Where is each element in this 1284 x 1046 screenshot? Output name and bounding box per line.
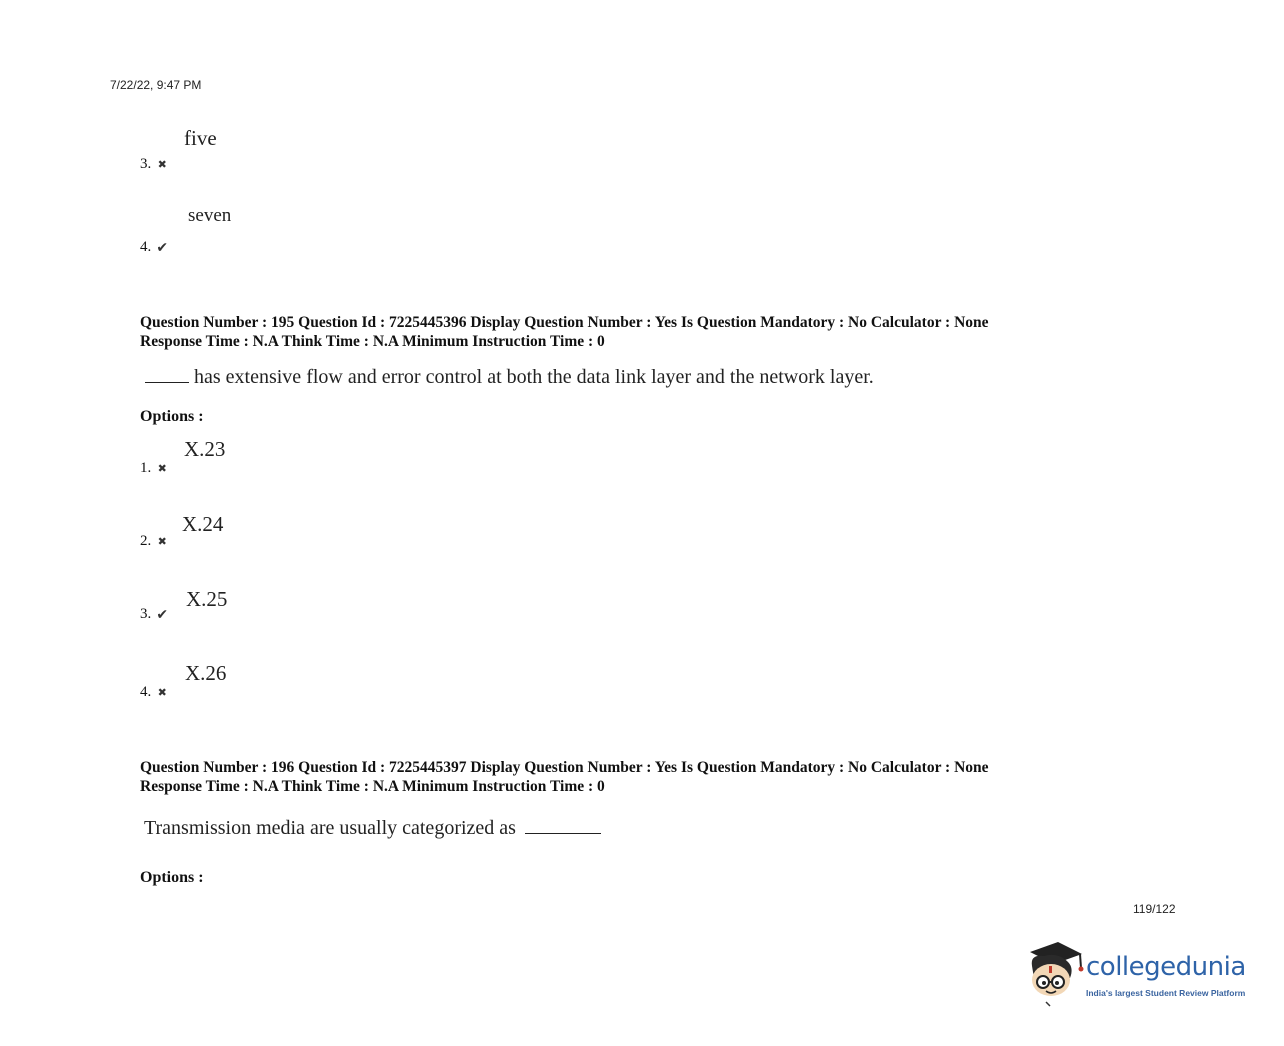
collegedunia-tagline: India's largest Student Review Platform — [1086, 988, 1246, 998]
answer-blank — [525, 832, 601, 834]
cross-icon: ✖ — [157, 157, 167, 171]
option-number-195-3 — [140, 606, 169, 623]
question-meta-line1: Question Number : 196 Question Id : 7225445397 Display Question Number : Yes Is Question Mandatory : No Calculator : None — [140, 759, 989, 776]
option-number-195-1 — [140, 460, 169, 477]
option-text-195-1: X.23 — [184, 437, 226, 461]
option-text-195-3: X.25 — [186, 587, 228, 611]
option-number-prev-4 — [140, 239, 169, 256]
question-stem-195 — [145, 366, 874, 389]
option-number-label: 3. — [140, 606, 152, 622]
option-text-prev-3: five — [184, 126, 217, 150]
question-stem-196 — [144, 817, 601, 840]
cross-icon: ✖ — [157, 685, 167, 699]
question-stem-text: has extensive flow and error control at both the data link layer and the network layer. — [194, 366, 874, 388]
page-number: 119/122 — [1133, 902, 1176, 916]
question-meta-line1: Question Number : 195 Question Id : 7225445396 Display Question Number : Yes Is Question Mandatory : No Calculator : None — [140, 314, 989, 331]
cross-icon: ✖ — [157, 534, 167, 548]
collegedunia-wordmark: collegedunia — [1086, 952, 1246, 982]
answer-blank — [145, 381, 189, 383]
option-number-195-4 — [140, 684, 169, 701]
option-text-prev-4: seven — [188, 205, 232, 226]
option-number-label: 2. — [140, 533, 152, 549]
option-text-195-4: X.26 — [185, 661, 227, 685]
option-text-195-2: X.24 — [182, 512, 224, 536]
collegedunia-mascot-logo — [1024, 938, 1086, 1008]
question-meta-195 — [140, 313, 989, 351]
checkmark-icon: ✔ — [156, 606, 169, 623]
checkmark-icon: ✔ — [156, 239, 169, 256]
question-meta-196 — [140, 758, 989, 796]
print-timestamp: 7/22/22, 9:47 PM — [110, 78, 202, 92]
option-number-label: 4. — [140, 239, 152, 255]
question-stem-text: Transmission media are usually categorized as — [144, 817, 516, 839]
option-number-label: 1. — [140, 460, 152, 476]
question-meta-line2: Response Time : N.A Think Time : N.A Minimum Instruction Time : 0 — [140, 333, 605, 350]
option-number-195-2 — [140, 533, 169, 550]
options-label-196: Options : — [140, 869, 204, 886]
option-number-label: 3. — [140, 156, 152, 172]
option-number-label: 4. — [140, 684, 152, 700]
option-number-prev-3 — [140, 156, 169, 173]
question-meta-line2: Response Time : N.A Think Time : N.A Minimum Instruction Time : 0 — [140, 778, 605, 795]
options-label-195: Options : — [140, 408, 204, 425]
cross-icon: ✖ — [157, 461, 167, 475]
